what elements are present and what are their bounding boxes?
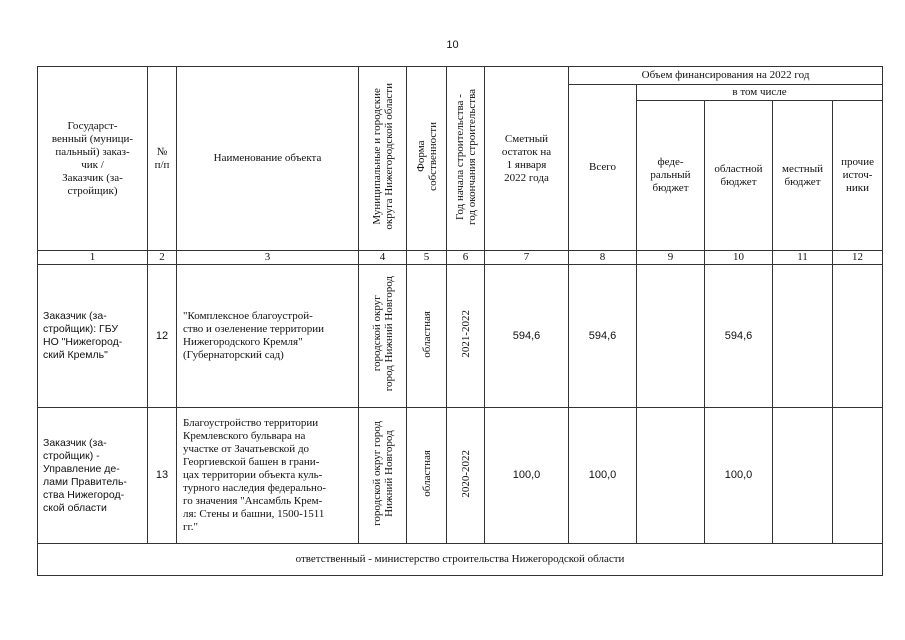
header-num: № п/п <box>148 67 177 251</box>
column-number: 1 <box>38 251 148 265</box>
row-total: 594,6 <box>569 265 637 408</box>
header-regional: областной бюджет <box>705 101 773 251</box>
row-num: 12 <box>148 265 177 408</box>
row-regional: 100,0 <box>705 408 773 544</box>
row-years: 2021-2022 <box>447 265 485 408</box>
column-number: 9 <box>637 251 705 265</box>
row-other <box>833 265 883 408</box>
header-local: местный бюджет <box>773 101 833 251</box>
row-total: 100,0 <box>569 408 637 544</box>
column-number: 4 <box>359 251 407 265</box>
row-customer: Заказчик (за- стройщик) - Управление де- лами Правитель- ства Нижегород- ской области <box>38 408 148 544</box>
row-regional: 594,6 <box>705 265 773 408</box>
header-federal: феде- ральный бюджет <box>637 101 705 251</box>
responsible-note: ответственный - министерство строительства Нижегородской области <box>38 544 883 576</box>
row-num: 13 <box>148 408 177 544</box>
header-estimate: Сметный остаток на 1 января 2022 года <box>485 67 569 251</box>
column-number: 5 <box>407 251 447 265</box>
row-ownership: областная <box>407 265 447 408</box>
row-other <box>833 408 883 544</box>
header-municipal: Муниципальные и городские округа Нижегородской области <box>359 67 407 251</box>
row-estimate: 100,0 <box>485 408 569 544</box>
column-number: 7 <box>485 251 569 265</box>
row-object-name: "Комплексное благоустрой- ство и озеленение территории Нижегородского Кремля" (Губернаторский сад) <box>177 265 359 408</box>
row-local <box>773 265 833 408</box>
row-object-name: Благоустройство территории Кремлевского бульвара на участке от Зачатьевской до Георгиевской башен в грани- цах территории объекта куль- турного наследия федерально- го значения "Ансамбль Крем- ля: Стены и башни, 1500-1511 гг." <box>177 408 359 544</box>
column-numbers-row <box>38 251 883 265</box>
header-other: прочие источ- ники <box>833 101 883 251</box>
row-federal <box>637 265 705 408</box>
row-estimate: 594,6 <box>485 265 569 408</box>
column-number: 3 <box>177 251 359 265</box>
table-row <box>38 265 883 408</box>
financing-table <box>37 66 883 576</box>
row-ownership: областная <box>407 408 447 544</box>
column-number: 10 <box>705 251 773 265</box>
column-number: 12 <box>833 251 883 265</box>
header-including: в том числе <box>637 85 883 101</box>
row-years: 2020-2022 <box>447 408 485 544</box>
row-local <box>773 408 833 544</box>
column-number: 2 <box>148 251 177 265</box>
header-object-name: Наименование объекта <box>177 67 359 251</box>
header-ownership: Форма собственности <box>407 67 447 251</box>
column-number: 6 <box>447 251 485 265</box>
column-number: 11 <box>773 251 833 265</box>
row-federal <box>637 408 705 544</box>
page-number: 10 <box>446 39 459 51</box>
header-years: Год начала строительства - год окончания строительства <box>447 67 485 251</box>
row-municipal: городской округ город Нижний Новгород <box>359 408 407 544</box>
header-total: Всего <box>569 85 637 251</box>
header-funding-volume: Объем финансирования на 2022 год <box>569 67 883 85</box>
row-customer: Заказчик (за- стройщик): ГБУ НО "Нижегород- ский Кремль" <box>38 265 148 408</box>
table-row <box>38 408 883 544</box>
column-number: 8 <box>569 251 637 265</box>
header-customer: Государст- венный (муници- пальный) заказ- чик / Заказчик (за- стройщик) <box>38 67 148 251</box>
row-municipal: городской округ город Нижний Новгород <box>359 265 407 408</box>
